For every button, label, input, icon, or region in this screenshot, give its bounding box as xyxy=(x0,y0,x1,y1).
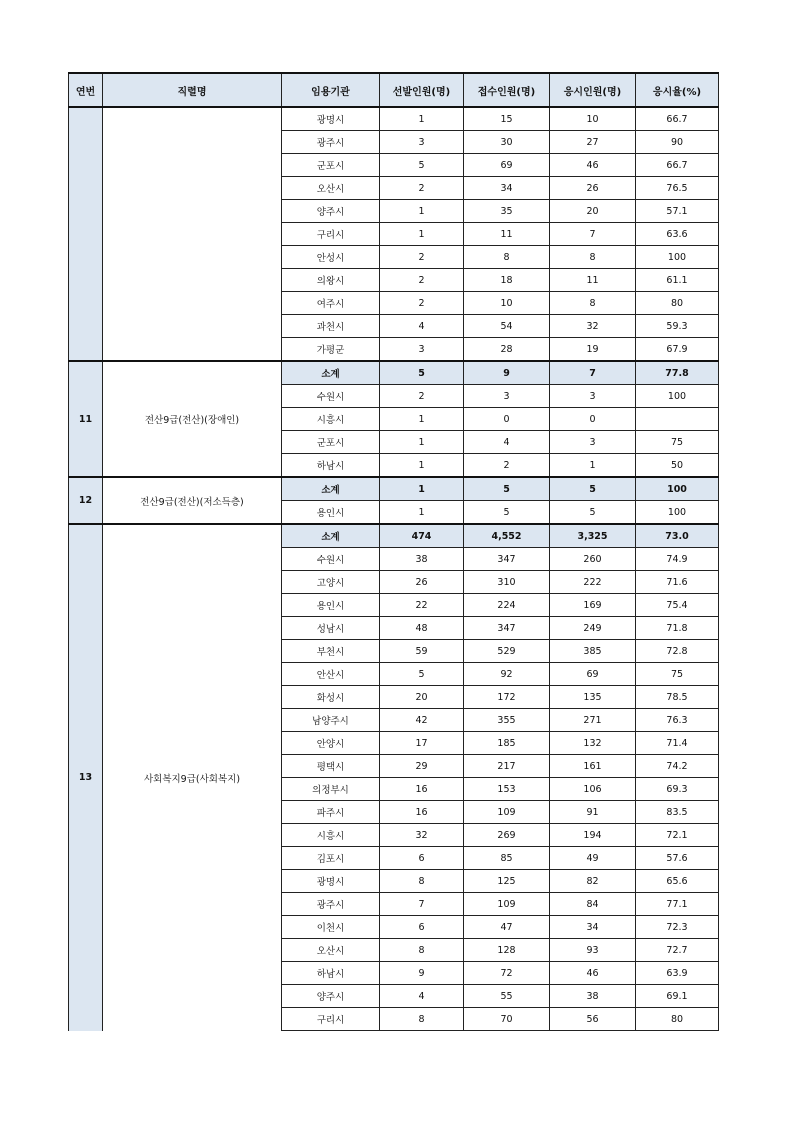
attended-cell: 84 xyxy=(550,893,636,916)
applied-cell: 310 xyxy=(464,571,550,594)
rate-cell: 77.8 xyxy=(636,361,719,385)
table-row xyxy=(69,107,719,131)
attended-cell: 69 xyxy=(550,663,636,686)
applied-cell: 2 xyxy=(464,454,550,478)
agency-cell: 소계 xyxy=(282,524,380,548)
attended-cell: 161 xyxy=(550,755,636,778)
selected-cell: 5 xyxy=(380,663,464,686)
attended-cell: 10 xyxy=(550,107,636,131)
applied-cell: 5 xyxy=(464,501,550,525)
rate-cell: 72.1 xyxy=(636,824,719,847)
selected-cell: 2 xyxy=(380,269,464,292)
attended-cell: 56 xyxy=(550,1008,636,1031)
selected-cell: 8 xyxy=(380,870,464,893)
applied-cell: 153 xyxy=(464,778,550,801)
applied-cell: 4 xyxy=(464,431,550,454)
subtotal-row xyxy=(69,477,719,501)
header-agency: 임용기관 xyxy=(282,73,380,107)
rate-cell: 66.7 xyxy=(636,154,719,177)
selected-cell: 5 xyxy=(380,154,464,177)
agency-cell: 안산시 xyxy=(282,663,380,686)
attended-cell: 249 xyxy=(550,617,636,640)
rate-cell: 100 xyxy=(636,501,719,525)
applied-cell: 4,552 xyxy=(464,524,550,548)
job-name-cell: 전산9급(전산)(장애인) xyxy=(103,361,282,477)
selected-cell: 16 xyxy=(380,801,464,824)
agency-cell: 김포시 xyxy=(282,847,380,870)
applied-cell: 529 xyxy=(464,640,550,663)
selected-cell: 7 xyxy=(380,893,464,916)
applied-cell: 347 xyxy=(464,548,550,571)
attended-cell: 20 xyxy=(550,200,636,223)
selected-cell: 59 xyxy=(380,640,464,663)
header-job: 직렬명 xyxy=(103,73,282,107)
rate-cell: 71.8 xyxy=(636,617,719,640)
agency-cell: 군포시 xyxy=(282,431,380,454)
agency-cell: 양주시 xyxy=(282,200,380,223)
attended-cell: 169 xyxy=(550,594,636,617)
agency-cell: 오산시 xyxy=(282,177,380,200)
rate-cell: 69.1 xyxy=(636,985,719,1008)
applied-cell: 3 xyxy=(464,385,550,408)
attended-cell: 5 xyxy=(550,501,636,525)
header-row xyxy=(69,73,719,107)
agency-cell: 화성시 xyxy=(282,686,380,709)
applied-cell: 269 xyxy=(464,824,550,847)
selected-cell: 2 xyxy=(380,292,464,315)
applied-cell: 109 xyxy=(464,801,550,824)
attended-cell: 271 xyxy=(550,709,636,732)
applied-cell: 128 xyxy=(464,939,550,962)
attended-cell: 385 xyxy=(550,640,636,663)
header-seq: 연번 xyxy=(69,73,103,107)
agency-cell: 소계 xyxy=(282,361,380,385)
rate-cell: 59.3 xyxy=(636,315,719,338)
agency-cell: 여주시 xyxy=(282,292,380,315)
seq-cell: 11 xyxy=(69,361,103,477)
applied-cell: 30 xyxy=(464,131,550,154)
applied-cell: 92 xyxy=(464,663,550,686)
rate-cell xyxy=(636,408,719,431)
attended-cell: 3 xyxy=(550,431,636,454)
applied-cell: 224 xyxy=(464,594,550,617)
agency-cell: 안양시 xyxy=(282,732,380,755)
agency-cell: 광주시 xyxy=(282,893,380,916)
agency-cell: 평택시 xyxy=(282,755,380,778)
agency-cell: 과천시 xyxy=(282,315,380,338)
selected-cell: 17 xyxy=(380,732,464,755)
rate-cell: 72.8 xyxy=(636,640,719,663)
applied-cell: 28 xyxy=(464,338,550,362)
rate-cell: 61.1 xyxy=(636,269,719,292)
applied-cell: 69 xyxy=(464,154,550,177)
agency-cell: 의왕시 xyxy=(282,269,380,292)
agency-cell: 광명시 xyxy=(282,107,380,131)
attended-cell: 49 xyxy=(550,847,636,870)
selected-cell: 474 xyxy=(380,524,464,548)
agency-cell: 시흥시 xyxy=(282,824,380,847)
rate-cell: 72.7 xyxy=(636,939,719,962)
applied-cell: 72 xyxy=(464,962,550,985)
selected-cell: 1 xyxy=(380,477,464,501)
selected-cell: 5 xyxy=(380,361,464,385)
header-rate: 응시율(%) xyxy=(636,73,719,107)
attended-cell: 5 xyxy=(550,477,636,501)
rate-cell: 76.5 xyxy=(636,177,719,200)
selected-cell: 6 xyxy=(380,916,464,939)
rate-cell: 73.0 xyxy=(636,524,719,548)
agency-cell: 부천시 xyxy=(282,640,380,663)
selected-cell: 8 xyxy=(380,939,464,962)
selected-cell: 1 xyxy=(380,107,464,131)
attended-cell: 135 xyxy=(550,686,636,709)
rate-cell: 75 xyxy=(636,663,719,686)
rate-cell: 76.3 xyxy=(636,709,719,732)
rate-cell: 71.4 xyxy=(636,732,719,755)
applied-cell: 34 xyxy=(464,177,550,200)
selected-cell: 42 xyxy=(380,709,464,732)
attended-cell: 106 xyxy=(550,778,636,801)
rate-cell: 80 xyxy=(636,292,719,315)
header-selected: 선발인원(명) xyxy=(380,73,464,107)
agency-cell: 고양시 xyxy=(282,571,380,594)
rate-cell: 63.9 xyxy=(636,962,719,985)
selected-cell: 4 xyxy=(380,315,464,338)
rate-cell: 50 xyxy=(636,454,719,478)
attended-cell: 0 xyxy=(550,408,636,431)
agency-cell: 이천시 xyxy=(282,916,380,939)
rate-cell: 75.4 xyxy=(636,594,719,617)
selected-cell: 8 xyxy=(380,1008,464,1031)
job-name-cell: 사회복지9급(사회복지) xyxy=(103,524,282,1031)
job-name-cell: 전산9급(전산)(저소득층) xyxy=(103,477,282,524)
rate-cell: 83.5 xyxy=(636,801,719,824)
rate-cell: 80 xyxy=(636,1008,719,1031)
applied-cell: 185 xyxy=(464,732,550,755)
header-applied: 접수인원(명) xyxy=(464,73,550,107)
agency-cell: 수원시 xyxy=(282,385,380,408)
applied-cell: 18 xyxy=(464,269,550,292)
agency-cell: 성남시 xyxy=(282,617,380,640)
applied-cell: 85 xyxy=(464,847,550,870)
rate-cell: 77.1 xyxy=(636,893,719,916)
attended-cell: 3,325 xyxy=(550,524,636,548)
rate-cell: 72.3 xyxy=(636,916,719,939)
attended-cell: 46 xyxy=(550,154,636,177)
agency-cell: 소계 xyxy=(282,477,380,501)
agency-cell: 의정부시 xyxy=(282,778,380,801)
attended-cell: 46 xyxy=(550,962,636,985)
recruitment-table xyxy=(68,72,719,1031)
applied-cell: 8 xyxy=(464,246,550,269)
subtotal-row xyxy=(69,524,719,548)
agency-cell: 남양주시 xyxy=(282,709,380,732)
attended-cell: 93 xyxy=(550,939,636,962)
rate-cell: 100 xyxy=(636,385,719,408)
selected-cell: 1 xyxy=(380,408,464,431)
applied-cell: 125 xyxy=(464,870,550,893)
applied-cell: 55 xyxy=(464,985,550,1008)
rate-cell: 74.2 xyxy=(636,755,719,778)
selected-cell: 1 xyxy=(380,431,464,454)
agency-cell: 양주시 xyxy=(282,985,380,1008)
selected-cell: 6 xyxy=(380,847,464,870)
rate-cell: 57.6 xyxy=(636,847,719,870)
attended-cell: 1 xyxy=(550,454,636,478)
rate-cell: 100 xyxy=(636,246,719,269)
attended-cell: 222 xyxy=(550,571,636,594)
applied-cell: 0 xyxy=(464,408,550,431)
agency-cell: 광명시 xyxy=(282,870,380,893)
seq-cell: 12 xyxy=(69,477,103,524)
attended-cell: 82 xyxy=(550,870,636,893)
agency-cell: 군포시 xyxy=(282,154,380,177)
applied-cell: 47 xyxy=(464,916,550,939)
agency-cell: 하남시 xyxy=(282,454,380,478)
selected-cell: 29 xyxy=(380,755,464,778)
seq-cell xyxy=(69,107,103,361)
selected-cell: 1 xyxy=(380,200,464,223)
attended-cell: 194 xyxy=(550,824,636,847)
attended-cell: 8 xyxy=(550,246,636,269)
table-body xyxy=(69,107,719,1031)
job-name-cell xyxy=(103,107,282,361)
attended-cell: 34 xyxy=(550,916,636,939)
agency-cell: 하남시 xyxy=(282,962,380,985)
attended-cell: 19 xyxy=(550,338,636,362)
attended-cell: 91 xyxy=(550,801,636,824)
attended-cell: 26 xyxy=(550,177,636,200)
applied-cell: 70 xyxy=(464,1008,550,1031)
attended-cell: 27 xyxy=(550,131,636,154)
attended-cell: 8 xyxy=(550,292,636,315)
rate-cell: 78.5 xyxy=(636,686,719,709)
selected-cell: 3 xyxy=(380,131,464,154)
applied-cell: 347 xyxy=(464,617,550,640)
rate-cell: 67.9 xyxy=(636,338,719,362)
agency-cell: 용인시 xyxy=(282,501,380,525)
agency-cell: 파주시 xyxy=(282,801,380,824)
selected-cell: 9 xyxy=(380,962,464,985)
selected-cell: 4 xyxy=(380,985,464,1008)
selected-cell: 1 xyxy=(380,501,464,525)
applied-cell: 15 xyxy=(464,107,550,131)
agency-cell: 수원시 xyxy=(282,548,380,571)
selected-cell: 38 xyxy=(380,548,464,571)
agency-cell: 구리시 xyxy=(282,223,380,246)
agency-cell: 가평군 xyxy=(282,338,380,362)
rate-cell: 90 xyxy=(636,131,719,154)
selected-cell: 48 xyxy=(380,617,464,640)
header-attended: 응시인원(명) xyxy=(550,73,636,107)
selected-cell: 2 xyxy=(380,246,464,269)
selected-cell: 3 xyxy=(380,338,464,362)
rate-cell: 63.6 xyxy=(636,223,719,246)
applied-cell: 9 xyxy=(464,361,550,385)
selected-cell: 2 xyxy=(380,385,464,408)
selected-cell: 20 xyxy=(380,686,464,709)
rate-cell: 100 xyxy=(636,477,719,501)
rate-cell: 75 xyxy=(636,431,719,454)
rate-cell: 74.9 xyxy=(636,548,719,571)
attended-cell: 260 xyxy=(550,548,636,571)
rate-cell: 66.7 xyxy=(636,107,719,131)
attended-cell: 3 xyxy=(550,385,636,408)
selected-cell: 26 xyxy=(380,571,464,594)
rate-cell: 71.6 xyxy=(636,571,719,594)
subtotal-row xyxy=(69,361,719,385)
applied-cell: 35 xyxy=(464,200,550,223)
attended-cell: 132 xyxy=(550,732,636,755)
applied-cell: 10 xyxy=(464,292,550,315)
agency-cell: 시흥시 xyxy=(282,408,380,431)
applied-cell: 109 xyxy=(464,893,550,916)
selected-cell: 16 xyxy=(380,778,464,801)
rate-cell: 69.3 xyxy=(636,778,719,801)
seq-cell: 13 xyxy=(69,524,103,1031)
selected-cell: 1 xyxy=(380,223,464,246)
rate-cell: 57.1 xyxy=(636,200,719,223)
agency-cell: 구리시 xyxy=(282,1008,380,1031)
agency-cell: 안성시 xyxy=(282,246,380,269)
selected-cell: 32 xyxy=(380,824,464,847)
attended-cell: 11 xyxy=(550,269,636,292)
attended-cell: 7 xyxy=(550,223,636,246)
attended-cell: 32 xyxy=(550,315,636,338)
agency-cell: 용인시 xyxy=(282,594,380,617)
agency-cell: 광주시 xyxy=(282,131,380,154)
applied-cell: 355 xyxy=(464,709,550,732)
attended-cell: 38 xyxy=(550,985,636,1008)
applied-cell: 5 xyxy=(464,477,550,501)
selected-cell: 1 xyxy=(380,454,464,478)
applied-cell: 11 xyxy=(464,223,550,246)
selected-cell: 2 xyxy=(380,177,464,200)
rate-cell: 65.6 xyxy=(636,870,719,893)
applied-cell: 217 xyxy=(464,755,550,778)
agency-cell: 오산시 xyxy=(282,939,380,962)
applied-cell: 54 xyxy=(464,315,550,338)
applied-cell: 172 xyxy=(464,686,550,709)
attended-cell: 7 xyxy=(550,361,636,385)
selected-cell: 22 xyxy=(380,594,464,617)
